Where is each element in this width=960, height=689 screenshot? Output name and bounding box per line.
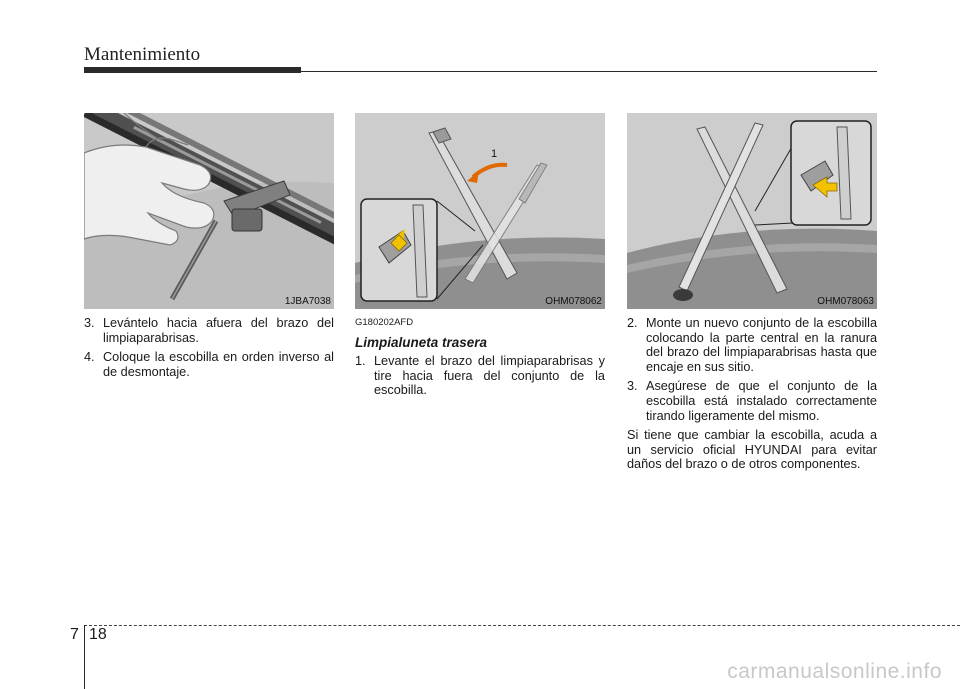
list-item-text: Levántelo hacia afuera del brazo del limpiaparabrisas.: [103, 316, 334, 345]
list-item-number: 2.: [627, 316, 638, 330]
list-item: [84, 316, 334, 345]
list-item-text: Levante el brazo del limpiaparabrisas y tire hacia fuera del conjunto de la escobilla.: [374, 354, 605, 398]
section-code: G180202AFD: [355, 317, 414, 328]
footer-rule-dashed: [84, 625, 960, 626]
list-item: [627, 379, 877, 423]
rear-wiper-lift-illustration: [355, 113, 605, 309]
figure-blade-install: [627, 113, 877, 309]
blade-install-illustration: [627, 113, 877, 309]
list-item: [627, 316, 877, 374]
list-item-number: 1.: [355, 354, 366, 369]
figure-code: 1JBA7038: [284, 296, 331, 307]
figure-code: OHM078062: [545, 296, 602, 307]
list-item-number: 3.: [627, 379, 638, 394]
figure-code: OHM078063: [817, 296, 874, 307]
list-item-text: Asegúrese de que el conjunto de la escobilla está instalado correctamente tirando ligeramente del mismo.: [646, 379, 877, 423]
list-item-number: 4.: [84, 350, 95, 365]
watermark: carmanualsonline.info: [727, 660, 942, 683]
list-item: [355, 354, 605, 398]
list-item-number: 3.: [84, 316, 95, 330]
list-item-text: Coloque la escobilla en orden inverso al de desmontaje.: [103, 350, 334, 379]
page-number: 18: [89, 626, 107, 643]
list-item-text: Monte un nuevo conjunto de la escobilla colocando la parte central en la ranura del brazo del limpiaparabrisas hasta que encaje en sus sitio.: [646, 316, 877, 374]
page-header-title: Mantenimiento: [84, 44, 201, 65]
chapter-number: 7: [70, 626, 79, 643]
figure-callout-number: 1: [491, 148, 498, 160]
header-rule-thin: [301, 71, 877, 72]
footer-divider: [84, 625, 85, 689]
figure-blade-removal: [84, 113, 334, 309]
column-1: [84, 316, 334, 384]
figure-rear-wiper-lift: [355, 113, 605, 309]
column-3: [627, 316, 877, 472]
note-paragraph: Si tiene que cambiar la escobilla, acuda a un servicio oficial HYUNDAI para evitar daños del brazo o de otros componentes.: [627, 428, 877, 472]
list-item: [84, 350, 334, 379]
section-title: Limpialuneta trasera: [355, 334, 488, 350]
blade-removal-illustration: [84, 113, 334, 309]
column-2: [355, 316, 605, 403]
header-rule-thick: [84, 67, 301, 73]
